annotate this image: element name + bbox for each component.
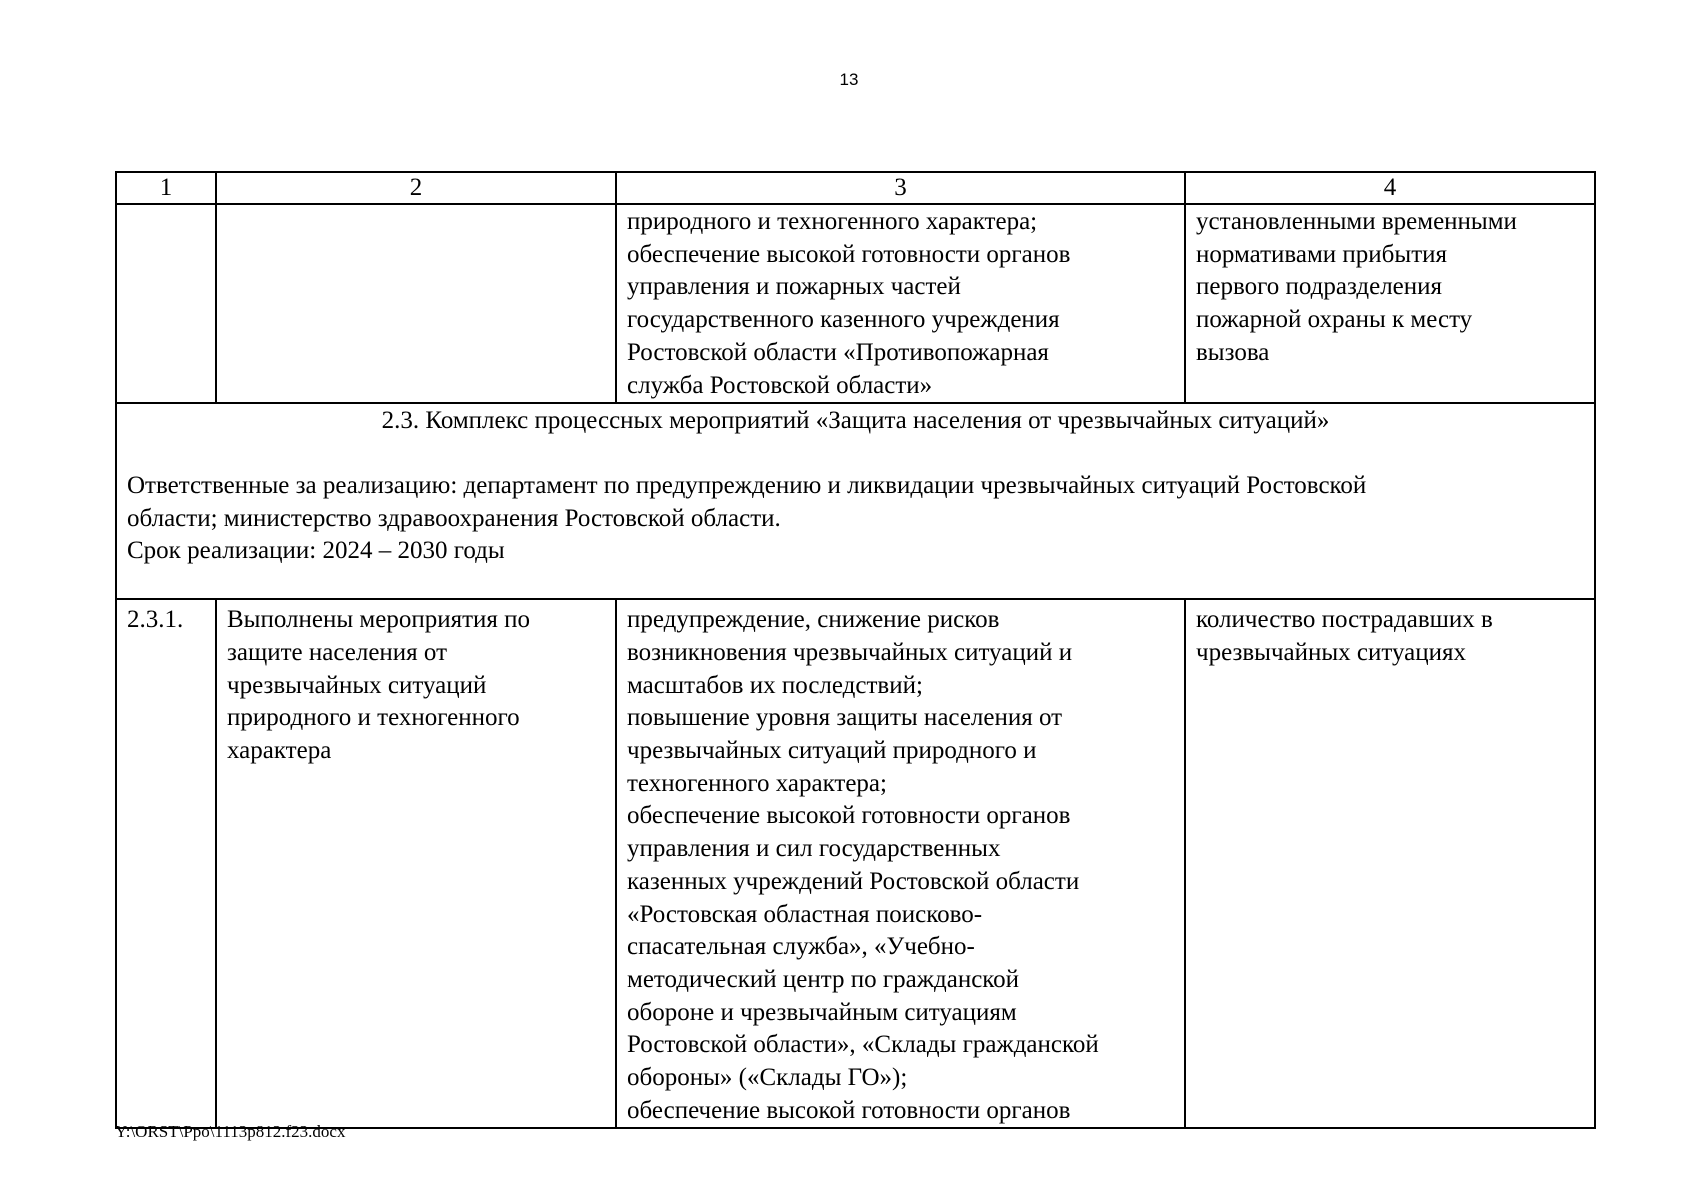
cont-indicator-line: первого подразделения (1196, 273, 1443, 301)
item-effect-line: обороны» («Склады ГО»); (627, 1064, 908, 1092)
item-effect-line: «Ростовская областная поисково- (627, 900, 983, 928)
cont-effect-line: служба Ростовской области» (627, 371, 933, 399)
item-effect-line: обеспечение высокой готовности органов (627, 802, 1071, 830)
item-task-line: чрезвычайных ситуаций (227, 671, 487, 699)
table-row-section (116, 403, 1595, 599)
item-task-line: защите населения от (227, 638, 448, 666)
cont-indicator-line: вызова (1196, 338, 1270, 366)
header-cell-1: 1 (116, 172, 216, 204)
item-effect-line: управления и сил государственных (627, 835, 1001, 863)
item-effect-line: спасательная служба», «Учебно- (627, 933, 975, 961)
cont-effect-line: обеспечение высокой готовности органов (627, 240, 1071, 268)
cont-col2-cell (216, 204, 616, 403)
item-effect-line: обеспечение высокой готовности органов (627, 1096, 1071, 1124)
document-file-path: Y:\ORST\Ppo\1113p812.f23.docx (115, 1122, 346, 1141)
item-task-cell (216, 599, 616, 1128)
cont-indicator-line: пожарной охраны к месту (1196, 306, 1473, 334)
table-header-row (116, 172, 1595, 204)
cont-indicator-line: установленными временными (1196, 208, 1517, 235)
item-number-cell: 2.3.1. (116, 599, 216, 1128)
item-task-line: Выполнены мероприятия по (227, 606, 531, 634)
item-effect-line: возникновения чрезвычайных ситуаций и (627, 638, 1073, 666)
section-title: 2.3. Комплекс процессных мероприятий «Защита населения от чрезвычайных ситуаций» (381, 407, 1330, 435)
cont-indicator-cell (1185, 204, 1595, 403)
item-effect-line: предупреждение, снижение рисков (627, 606, 1000, 634)
cont-col1-cell (116, 204, 216, 403)
cont-effect-line: природного и техногенного характера; (627, 208, 1038, 235)
header-cell-2: 2 (216, 172, 616, 204)
table-row-continuation (116, 204, 1595, 403)
section-term: Срок реализации: 2024 – 2030 годы (127, 537, 505, 565)
table-row-item (116, 599, 1595, 1128)
section-responsible-line: Ответственные за реализацию: департамент по предупреждению и ликвидации чрезвычайных ситуаций Ростовской (127, 471, 1367, 499)
header-cell-4: 4 (1185, 172, 1595, 204)
item-effect-line: Ростовской области», «Склады гражданской (627, 1031, 1099, 1059)
section-cell (116, 403, 1595, 599)
cont-effect-line: государственного казенного учреждения (627, 306, 1060, 334)
item-task-line: характера (227, 737, 332, 765)
section-responsible-line: области; министерство здравоохранения Ростовской области. (127, 504, 781, 532)
section-spacer (127, 438, 1584, 470)
item-effect-line: повышение уровня защиты населения от (627, 704, 1063, 732)
item-effect-line: техногенного характера; (627, 769, 887, 797)
page-number: 13 (839, 70, 859, 89)
header-cell-3: 3 (616, 172, 1185, 204)
item-effect-line: чрезвычайных ситуаций природного и (627, 737, 1037, 765)
item-effect-line: обороне и чрезвычайным ситуациям (627, 998, 1017, 1026)
cont-indicator-line: нормативами прибытия (1196, 240, 1448, 268)
item-effect-line: масштабов их последствий; (627, 671, 923, 699)
item-indicator-line: количество пострадавших в (1196, 606, 1493, 634)
measures-table (115, 171, 1596, 1129)
item-task-line: природного и техногенного (227, 704, 520, 732)
cont-effect-line: Ростовской области «Противопожарная (627, 338, 1049, 366)
item-indicator-cell (1185, 599, 1595, 1128)
cont-effect-cell (616, 204, 1185, 403)
item-effect-line: казенных учреждений Ростовской области (627, 867, 1080, 895)
item-effect-line: методический центр по гражданской (627, 965, 1020, 993)
item-effect-cell (616, 599, 1185, 1128)
item-indicator-line: чрезвычайных ситуациях (1196, 638, 1467, 666)
cont-effect-line: управления и пожарных частей (627, 273, 961, 301)
